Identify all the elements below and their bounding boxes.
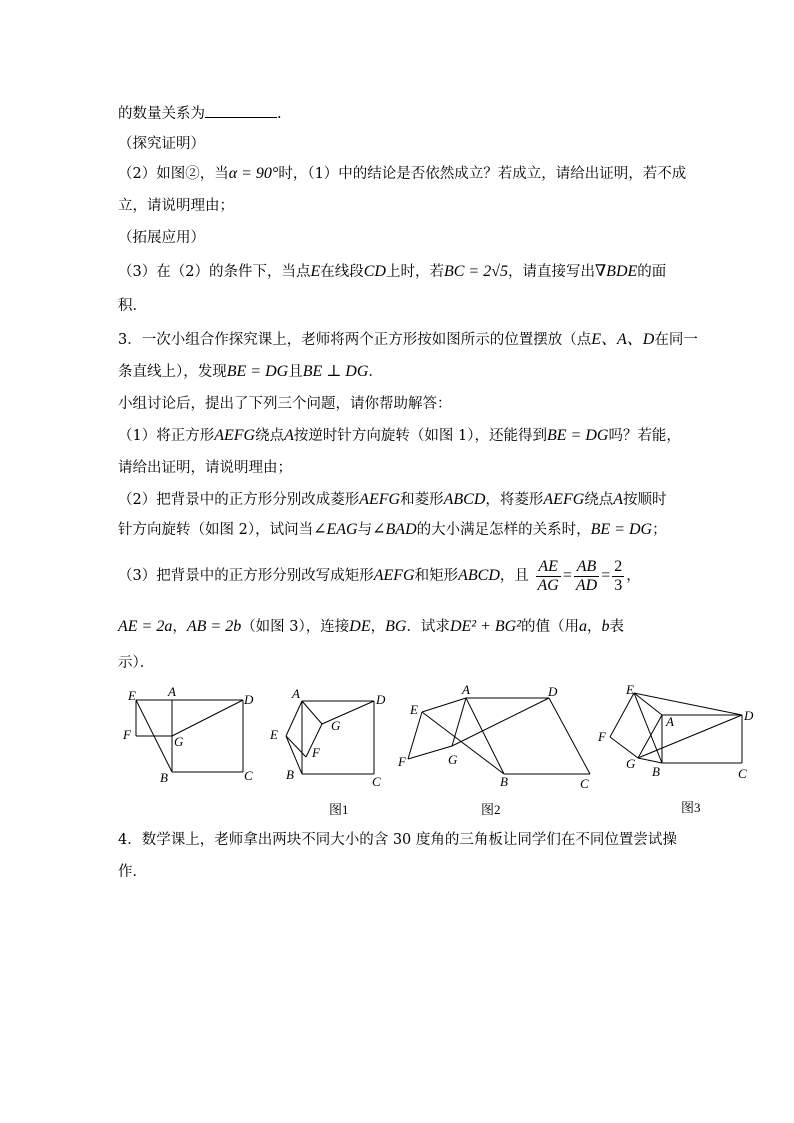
math: ∇BDE [595,263,638,280]
text: （3）在（2）的条件下，当点 [118,264,311,280]
text: 作． [118,864,147,880]
denominator: AG [537,576,559,594]
text-line-18 [118,830,677,850]
text: ．试求 [406,619,450,635]
label-F: F [398,754,406,769]
text: 吗？若能， [608,428,681,444]
text: 在同一 [654,332,698,348]
figure-1 [118,684,258,812]
text: ，请直接写出 [508,264,595,280]
text: 上时，若 [385,264,444,280]
text-line-7 [118,296,147,316]
text: 请给出证明，请说明理由； [118,460,292,476]
label-C: C [580,776,589,791]
fraction-ae-ag [536,558,561,595]
text: . [277,106,282,122]
text-line-3 [118,164,686,184]
text: 示）． [118,655,155,671]
label-A: A [666,714,674,729]
numerator: AE [536,558,561,577]
figure-3-caption: 图3 [681,800,701,815]
figure-4 [594,680,760,790]
text: 小组讨论后，提出了下列三个问题，请你帮助解答： [118,396,452,412]
figure-3 [394,684,594,796]
label-G: G [174,734,184,749]
label-E: E [128,688,136,703]
text: 绕点 [255,428,285,444]
text: 时，（1）中的结论是否依然成立？若成立，请给出证明，若不成 [278,166,687,182]
text: 条直线上），发现 [118,364,227,380]
figure-1-caption: 图1 [329,802,349,817]
figure-2 [264,684,394,812]
math: α = 90° [228,165,279,182]
label-B: B [500,774,508,789]
text-line-11 [118,426,681,446]
text: 的大小满足怎样的关系时， [416,522,591,538]
text: 和矩形 [414,568,459,584]
label-C: C [372,774,381,789]
math: E、A、D [591,331,655,348]
math: AEFG [214,427,256,444]
math: DE [349,618,371,635]
text: 立，请说明理由； [118,198,234,214]
label-B: B [286,767,294,782]
math: AEFG [373,567,415,584]
text: 按逆时针方向旋转（如图 1），还能得到 [293,428,547,444]
label-C: C [738,766,747,781]
text: ， [626,568,641,584]
text: ，且 [499,568,529,584]
section-heading: （探究证明） [118,136,205,152]
text-line-6 [118,262,666,282]
math: BE = DG [546,427,609,444]
text: ； [652,522,667,538]
math: ABCD [458,567,500,584]
text-line-17 [118,653,154,673]
text: （3）把背景中的正方形分别改写成矩形 [118,568,374,584]
numerator: 2 [614,557,623,575]
text-line-2 [118,134,205,154]
text: 的值（用 [520,619,579,635]
math: BG [385,618,407,635]
text-line-10 [118,394,452,414]
text: 表 [609,619,624,635]
math: BC = 2√5 [443,263,508,280]
math: AEFG [359,491,401,508]
text: ， [172,619,187,635]
fraction-ab-ad [574,558,599,595]
math: BE ⊥ DG [302,363,369,380]
text-line-5 [118,228,205,248]
text: （如图 3），连接 [241,619,350,635]
label-C: C [244,768,253,783]
text-line-9 [118,362,383,382]
text-line-15: （3）把背景中的正方形分别改写成矩形AEFG和矩形ABCD，且 $\frac{AE}{AG}$ = $\frac{AB}{AD}$ = $\frac{2}{3}$ ， [118,557,641,594]
text: 在线段 [320,264,364,280]
text: 的数量关系为 [118,106,205,122]
text: 与 [357,522,373,538]
label-B: B [652,764,660,779]
text: 绕点 [584,492,614,508]
math: ∠BAD [372,521,417,538]
text: （2）把背景中的正方形分别改成菱形 [118,492,360,508]
fraction-2-3 [612,558,624,595]
math: ABCD [443,491,486,508]
math: ∠EAG [313,521,358,538]
text: 和菱形 [400,492,444,508]
label-E: E [626,682,634,697]
label-D: D [244,692,254,707]
figure-2-caption: 图2 [481,802,501,817]
label-A: A [168,684,176,699]
math: A [284,427,294,444]
text-line-14 [118,520,667,540]
math: AB = 2b [186,618,242,635]
math: DE² + BG² [449,618,521,635]
text: 4．数学课上，老师拿出两块不同大小的含 30 度角的三角板让同学们在不同位置尝试操 [118,832,677,848]
math: b [601,618,610,635]
text-line-4 [118,196,234,216]
label-G: G [448,752,458,767]
label-G: G [626,756,636,771]
math: AE = 2a [118,618,173,635]
text: ， [370,619,386,635]
text: （1）将正方形 [118,428,215,444]
text-line-8 [118,330,698,350]
math: CD [363,263,386,280]
text-line-16 [118,617,624,637]
denominator: 3 [614,576,623,594]
section-heading: （拓展应用） [118,230,205,246]
denominator: AD [575,576,598,594]
math: AEFG [543,491,585,508]
label-D: D [548,684,558,699]
label-F: F [598,729,606,744]
math: A [613,491,624,508]
numerator: AB [574,558,599,577]
label-D: D [376,692,386,707]
text: 3．一次小组合作探究课上，老师将两个正方形按如图所示的位置摆放（点 [118,332,592,348]
text-line-19 [118,862,147,882]
math: E [310,263,321,280]
text: 积． [118,298,147,314]
label-F: F [312,745,320,760]
label-G: G [331,718,341,733]
math: BE = DG [226,363,289,380]
label-D: D [744,708,754,723]
text: （2）如图②，当 [118,166,229,182]
label-E: E [270,727,278,742]
text-line-1 [118,103,282,124]
label-A: A [462,684,470,697]
math: a [578,618,587,635]
text: 且 [288,364,303,380]
text: ，将菱形 [485,492,544,508]
answer-blank [205,103,277,118]
text: 按顺时 [623,492,667,508]
label-E: E [410,702,418,717]
label-F: F [123,727,131,742]
text: ． [368,364,383,380]
math: BE = DG [590,521,653,538]
text: ， [586,619,602,635]
text-line-13 [118,490,667,510]
text: 的面 [637,264,667,280]
label-B: B [160,770,168,785]
text: 针方向旋转（如图 2），试问当 [118,522,314,538]
text-line-12 [118,458,292,478]
label-A: A [292,686,300,701]
